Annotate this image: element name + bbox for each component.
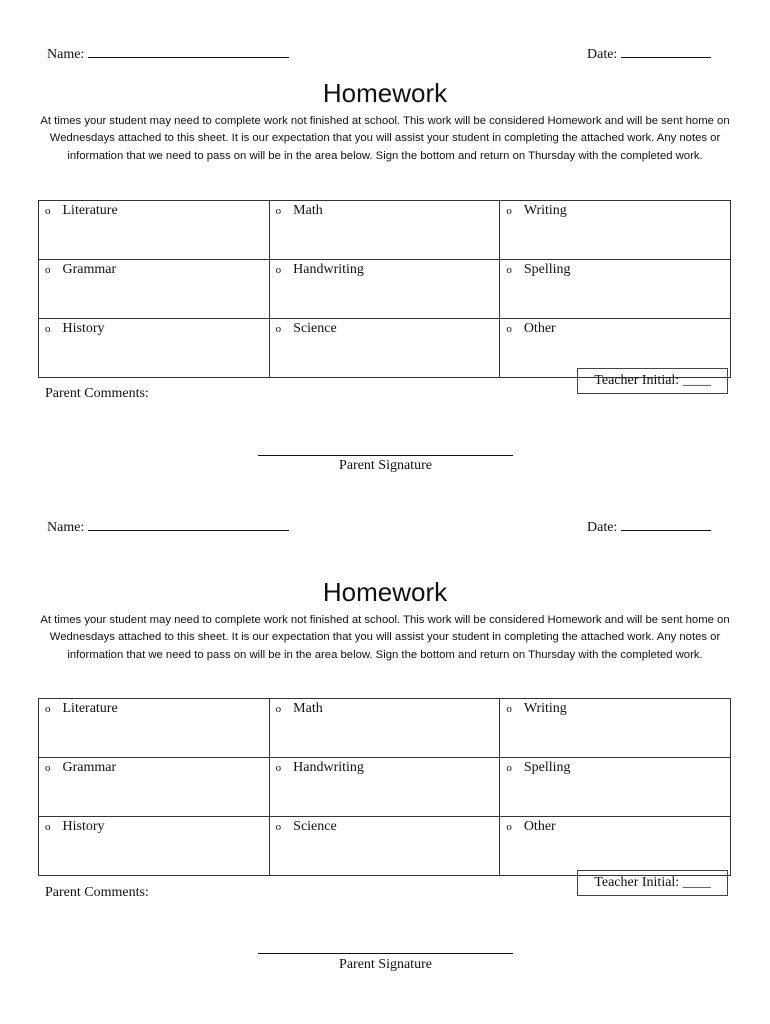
subject-cell[interactable] (39, 758, 270, 817)
parent-comments-label: Parent Comments: (45, 386, 149, 401)
subject-label: Grammar (62, 262, 117, 277)
subject-label: Science (293, 321, 337, 336)
name-line[interactable] (88, 517, 289, 531)
subject-label: Math (293, 203, 323, 218)
subject-cell[interactable] (500, 699, 731, 758)
subject-label: Writing (523, 203, 567, 218)
subject-label: Science (293, 819, 337, 834)
teacher-initial-box[interactable]: Teacher Initial: ____ (577, 368, 728, 394)
checkbox-circle-icon[interactable]: o (45, 264, 51, 276)
parent-signature-label: Parent Signature (339, 458, 432, 473)
subject-cell[interactable] (39, 817, 270, 876)
checkbox-circle-icon[interactable]: o (506, 323, 512, 335)
checkbox-circle-icon[interactable]: o (45, 323, 51, 335)
subject-cell[interactable] (39, 699, 270, 758)
date-label: Date: (587, 520, 618, 535)
checkbox-circle-icon[interactable]: o (506, 264, 512, 276)
checkbox-circle-icon[interactable]: o (45, 205, 51, 217)
subject-cell[interactable] (500, 758, 731, 817)
checkbox-circle-icon[interactable]: o (275, 762, 282, 774)
parent-signature-label: Parent Signature (339, 957, 432, 972)
subject-label: History (62, 321, 105, 336)
checkbox-circle-icon[interactable]: o (275, 264, 282, 276)
subject-label: Other (523, 819, 556, 834)
subject-label: History (62, 819, 105, 834)
name-field[interactable] (47, 517, 289, 536)
subject-table (38, 698, 731, 876)
subject-row (39, 699, 731, 758)
signature-line[interactable] (258, 953, 513, 954)
form-title: Homework (322, 577, 448, 607)
subject-label: Grammar (62, 760, 117, 775)
subject-label: Handwriting (293, 262, 364, 277)
subject-cell[interactable] (269, 758, 500, 817)
date-label: Date: (587, 47, 618, 62)
name-label: Name: (47, 520, 85, 535)
checkbox-circle-icon[interactable]: o (275, 205, 282, 217)
instructions: At times your student may need to complete work not finished at school. This work will be considered Homework and will be sent home on Wednesdays attached to this sheet. It is our expectation that you will assist your student in completing the attached work. Any notes or information that we need to pass on will be in the area below. Sign the bottom and return on Thursday with the completed work. (40, 614, 730, 661)
form-title: Homework (322, 78, 448, 108)
subject-label: Literature (62, 203, 118, 218)
subject-label: Spelling (523, 760, 571, 775)
date-field[interactable] (587, 517, 711, 536)
instructions: At times your student may need to complete work not finished at school. This work will be considered Homework and will be sent home on Wednesdays attached to this sheet. It is our expectation that you will assist your student in completing the attached work. Any notes or information that we need to pass on will be in the area below. Sign the bottom and return on Thursday with the completed work. (40, 115, 730, 162)
checkbox-circle-icon[interactable]: o (506, 821, 512, 833)
subject-row (39, 758, 731, 817)
date-line[interactable] (621, 517, 711, 531)
subject-label: Spelling (523, 262, 571, 277)
checkbox-circle-icon[interactable]: o (275, 821, 282, 833)
checkbox-circle-icon[interactable]: o (45, 762, 51, 774)
checkbox-circle-icon[interactable]: o (275, 703, 282, 715)
subject-label: Handwriting (293, 760, 364, 775)
subject-label: Literature (62, 701, 118, 716)
subject-label: Math (293, 701, 323, 716)
subject-cell[interactable] (269, 817, 500, 876)
subject-label: Writing (523, 701, 567, 716)
checkbox-circle-icon[interactable]: o (506, 703, 512, 715)
checkbox-circle-icon[interactable]: o (45, 821, 51, 833)
subject-row (39, 817, 731, 876)
parent-comments-label: Parent Comments: (45, 885, 149, 900)
subject-cell[interactable] (500, 817, 731, 876)
teacher-initial-box[interactable]: Teacher Initial: ____ (577, 870, 728, 896)
checkbox-circle-icon[interactable]: o (45, 703, 51, 715)
name-label: Name: (47, 47, 85, 62)
checkbox-circle-icon[interactable]: o (275, 323, 282, 335)
checkbox-circle-icon[interactable]: o (506, 762, 512, 774)
subject-cell[interactable] (269, 699, 500, 758)
subject-label: Other (523, 321, 556, 336)
checkbox-circle-icon[interactable]: o (506, 205, 512, 217)
